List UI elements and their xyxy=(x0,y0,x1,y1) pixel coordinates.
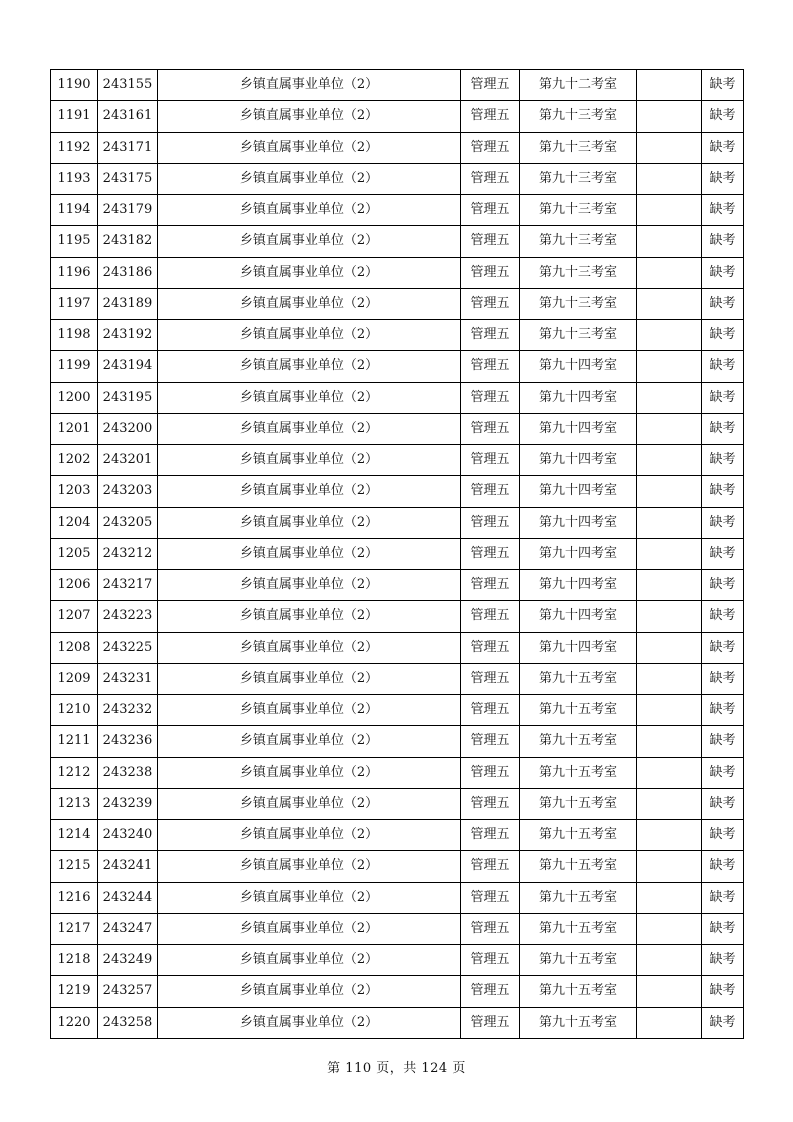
score-cell xyxy=(637,507,702,538)
score-cell xyxy=(637,882,702,913)
seq-number-cell: 1220 xyxy=(51,1007,98,1038)
candidate-id-cell: 243179 xyxy=(98,195,158,226)
seq-number-cell: 1218 xyxy=(51,945,98,976)
remark-cell: 缺考 xyxy=(702,820,744,851)
remark-cell: 缺考 xyxy=(702,320,744,351)
score-cell xyxy=(637,132,702,163)
remark-cell: 缺考 xyxy=(702,101,744,132)
score-cell xyxy=(637,757,702,788)
candidate-id-cell: 243223 xyxy=(98,601,158,632)
score-cell xyxy=(637,601,702,632)
candidate-id-cell: 243240 xyxy=(98,820,158,851)
unit-name-cell: 乡镇直属事业单位（2） xyxy=(158,226,461,257)
exam-room-cell: 第九十四考室 xyxy=(520,476,637,507)
table-row xyxy=(51,257,744,288)
post-cell: 管理五 xyxy=(461,695,520,726)
table-row xyxy=(51,851,744,882)
seq-number-cell: 1199 xyxy=(51,351,98,382)
candidate-id-cell: 243161 xyxy=(98,101,158,132)
seq-number-cell: 1208 xyxy=(51,632,98,663)
score-cell xyxy=(637,695,702,726)
exam-room-cell: 第九十三考室 xyxy=(520,163,637,194)
remark-cell: 缺考 xyxy=(702,413,744,444)
seq-number-cell: 1216 xyxy=(51,882,98,913)
remark-cell: 缺考 xyxy=(702,382,744,413)
seq-number-cell: 1204 xyxy=(51,507,98,538)
score-cell xyxy=(637,351,702,382)
post-cell: 管理五 xyxy=(461,570,520,601)
exam-room-cell: 第九十四考室 xyxy=(520,382,637,413)
remark-cell: 缺考 xyxy=(702,257,744,288)
table-row xyxy=(51,726,744,757)
candidate-id-cell: 243194 xyxy=(98,351,158,382)
candidate-id-cell: 243201 xyxy=(98,445,158,476)
table-row xyxy=(51,663,744,694)
candidate-id-cell: 243200 xyxy=(98,413,158,444)
table-row xyxy=(51,101,744,132)
score-cell xyxy=(637,788,702,819)
unit-name-cell: 乡镇直属事业单位（2） xyxy=(158,945,461,976)
exam-results-table xyxy=(50,69,744,1039)
seq-number-cell: 1217 xyxy=(51,913,98,944)
seq-number-cell: 1198 xyxy=(51,320,98,351)
exam-room-cell: 第九十三考室 xyxy=(520,195,637,226)
unit-name-cell: 乡镇直属事业单位（2） xyxy=(158,413,461,444)
table-row xyxy=(51,320,744,351)
seq-number-cell: 1219 xyxy=(51,976,98,1007)
unit-name-cell: 乡镇直属事业单位（2） xyxy=(158,820,461,851)
post-cell: 管理五 xyxy=(461,601,520,632)
remark-cell: 缺考 xyxy=(702,507,744,538)
score-cell xyxy=(637,163,702,194)
candidate-id-cell: 243249 xyxy=(98,945,158,976)
remark-cell: 缺考 xyxy=(702,195,744,226)
candidate-id-cell: 243238 xyxy=(98,757,158,788)
unit-name-cell: 乡镇直属事业单位（2） xyxy=(158,101,461,132)
seq-number-cell: 1207 xyxy=(51,601,98,632)
candidate-id-cell: 243205 xyxy=(98,507,158,538)
seq-number-cell: 1209 xyxy=(51,663,98,694)
candidate-id-cell: 243232 xyxy=(98,695,158,726)
unit-name-cell: 乡镇直属事业单位（2） xyxy=(158,538,461,569)
unit-name-cell: 乡镇直属事业单位（2） xyxy=(158,976,461,1007)
candidate-id-cell: 243195 xyxy=(98,382,158,413)
candidate-id-cell: 243236 xyxy=(98,726,158,757)
score-cell xyxy=(637,476,702,507)
unit-name-cell: 乡镇直属事业单位（2） xyxy=(158,476,461,507)
exam-room-cell: 第九十四考室 xyxy=(520,570,637,601)
exam-room-cell: 第九十五考室 xyxy=(520,726,637,757)
table-row xyxy=(51,538,744,569)
post-cell: 管理五 xyxy=(461,351,520,382)
remark-cell: 缺考 xyxy=(702,788,744,819)
seq-number-cell: 1197 xyxy=(51,288,98,319)
exam-room-cell: 第九十五考室 xyxy=(520,788,637,819)
post-cell: 管理五 xyxy=(461,632,520,663)
remark-cell: 缺考 xyxy=(702,476,744,507)
post-cell: 管理五 xyxy=(461,820,520,851)
score-cell xyxy=(637,913,702,944)
table-row xyxy=(51,601,744,632)
remark-cell: 缺考 xyxy=(702,976,744,1007)
score-cell xyxy=(637,632,702,663)
exam-room-cell: 第九十四考室 xyxy=(520,413,637,444)
post-cell: 管理五 xyxy=(461,132,520,163)
candidate-id-cell: 243241 xyxy=(98,851,158,882)
exam-room-cell: 第九十四考室 xyxy=(520,538,637,569)
candidate-id-cell: 243192 xyxy=(98,320,158,351)
exam-room-cell: 第九十二考室 xyxy=(520,70,637,101)
candidate-id-cell: 243171 xyxy=(98,132,158,163)
unit-name-cell: 乡镇直属事业单位（2） xyxy=(158,882,461,913)
score-cell xyxy=(637,976,702,1007)
remark-cell: 缺考 xyxy=(702,851,744,882)
seq-number-cell: 1202 xyxy=(51,445,98,476)
remark-cell: 缺考 xyxy=(702,163,744,194)
table-row xyxy=(51,913,744,944)
seq-number-cell: 1201 xyxy=(51,413,98,444)
seq-number-cell: 1214 xyxy=(51,820,98,851)
unit-name-cell: 乡镇直属事业单位（2） xyxy=(158,382,461,413)
remark-cell: 缺考 xyxy=(702,882,744,913)
unit-name-cell: 乡镇直属事业单位（2） xyxy=(158,913,461,944)
exam-room-cell: 第九十五考室 xyxy=(520,663,637,694)
exam-room-cell: 第九十四考室 xyxy=(520,351,637,382)
candidate-id-cell: 243258 xyxy=(98,1007,158,1038)
seq-number-cell: 1193 xyxy=(51,163,98,194)
exam-room-cell: 第九十五考室 xyxy=(520,757,637,788)
seq-number-cell: 1195 xyxy=(51,226,98,257)
unit-name-cell: 乡镇直属事业单位（2） xyxy=(158,757,461,788)
exam-room-cell: 第九十三考室 xyxy=(520,257,637,288)
post-cell: 管理五 xyxy=(461,257,520,288)
score-cell xyxy=(637,945,702,976)
post-cell: 管理五 xyxy=(461,507,520,538)
unit-name-cell: 乡镇直属事业单位（2） xyxy=(158,601,461,632)
unit-name-cell: 乡镇直属事业单位（2） xyxy=(158,788,461,819)
score-cell xyxy=(637,101,702,132)
score-cell xyxy=(637,226,702,257)
table-row xyxy=(51,445,744,476)
exam-room-cell: 第九十五考室 xyxy=(520,882,637,913)
post-cell: 管理五 xyxy=(461,445,520,476)
unit-name-cell: 乡镇直属事业单位（2） xyxy=(158,726,461,757)
table-row xyxy=(51,351,744,382)
remark-cell: 缺考 xyxy=(702,445,744,476)
score-cell xyxy=(637,195,702,226)
post-cell: 管理五 xyxy=(461,413,520,444)
table-row xyxy=(51,132,744,163)
candidate-id-cell: 243175 xyxy=(98,163,158,194)
post-cell: 管理五 xyxy=(461,976,520,1007)
table-row xyxy=(51,507,744,538)
table-row xyxy=(51,226,744,257)
unit-name-cell: 乡镇直属事业单位（2） xyxy=(158,351,461,382)
table-row xyxy=(51,945,744,976)
remark-cell: 缺考 xyxy=(702,132,744,163)
unit-name-cell: 乡镇直属事业单位（2） xyxy=(158,163,461,194)
unit-name-cell: 乡镇直属事业单位（2） xyxy=(158,507,461,538)
score-cell xyxy=(637,413,702,444)
seq-number-cell: 1203 xyxy=(51,476,98,507)
exam-room-cell: 第九十五考室 xyxy=(520,945,637,976)
post-cell: 管理五 xyxy=(461,757,520,788)
score-cell xyxy=(637,820,702,851)
exam-room-cell: 第九十三考室 xyxy=(520,288,637,319)
seq-number-cell: 1212 xyxy=(51,757,98,788)
exam-room-cell: 第九十五考室 xyxy=(520,976,637,1007)
seq-number-cell: 1196 xyxy=(51,257,98,288)
remark-cell: 缺考 xyxy=(702,538,744,569)
candidate-id-cell: 243186 xyxy=(98,257,158,288)
table-row xyxy=(51,788,744,819)
candidate-id-cell: 243247 xyxy=(98,913,158,944)
post-cell: 管理五 xyxy=(461,913,520,944)
remark-cell: 缺考 xyxy=(702,695,744,726)
table-row xyxy=(51,820,744,851)
score-cell xyxy=(637,445,702,476)
table-row xyxy=(51,882,744,913)
seq-number-cell: 1194 xyxy=(51,195,98,226)
unit-name-cell: 乡镇直属事业单位（2） xyxy=(158,851,461,882)
score-cell xyxy=(637,726,702,757)
score-cell xyxy=(637,70,702,101)
remark-cell: 缺考 xyxy=(702,726,744,757)
seq-number-cell: 1190 xyxy=(51,70,98,101)
score-cell xyxy=(637,382,702,413)
remark-cell: 缺考 xyxy=(702,632,744,663)
post-cell: 管理五 xyxy=(461,288,520,319)
exam-room-cell: 第九十四考室 xyxy=(520,632,637,663)
table-row xyxy=(51,695,744,726)
unit-name-cell: 乡镇直属事业单位（2） xyxy=(158,445,461,476)
table-row xyxy=(51,976,744,1007)
seq-number-cell: 1206 xyxy=(51,570,98,601)
remark-cell: 缺考 xyxy=(702,570,744,601)
exam-room-cell: 第九十四考室 xyxy=(520,601,637,632)
exam-room-cell: 第九十四考室 xyxy=(520,445,637,476)
remark-cell: 缺考 xyxy=(702,351,744,382)
candidate-id-cell: 243257 xyxy=(98,976,158,1007)
unit-name-cell: 乡镇直属事业单位（2） xyxy=(158,663,461,694)
unit-name-cell: 乡镇直属事业单位（2） xyxy=(158,1007,461,1038)
candidate-id-cell: 243212 xyxy=(98,538,158,569)
unit-name-cell: 乡镇直属事业单位（2） xyxy=(158,570,461,601)
seq-number-cell: 1200 xyxy=(51,382,98,413)
post-cell: 管理五 xyxy=(461,163,520,194)
post-cell: 管理五 xyxy=(461,882,520,913)
post-cell: 管理五 xyxy=(461,226,520,257)
post-cell: 管理五 xyxy=(461,945,520,976)
score-cell xyxy=(637,1007,702,1038)
exam-room-cell: 第九十四考室 xyxy=(520,507,637,538)
seq-number-cell: 1211 xyxy=(51,726,98,757)
score-cell xyxy=(637,663,702,694)
post-cell: 管理五 xyxy=(461,788,520,819)
candidate-id-cell: 243231 xyxy=(98,663,158,694)
post-cell: 管理五 xyxy=(461,726,520,757)
results-table-body xyxy=(51,70,744,1039)
candidate-id-cell: 243244 xyxy=(98,882,158,913)
candidate-id-cell: 243217 xyxy=(98,570,158,601)
post-cell: 管理五 xyxy=(461,1007,520,1038)
post-cell: 管理五 xyxy=(461,195,520,226)
seq-number-cell: 1205 xyxy=(51,538,98,569)
score-cell xyxy=(637,570,702,601)
table-row xyxy=(51,163,744,194)
exam-room-cell: 第九十三考室 xyxy=(520,320,637,351)
seq-number-cell: 1192 xyxy=(51,132,98,163)
table-row xyxy=(51,413,744,444)
remark-cell: 缺考 xyxy=(702,1007,744,1038)
exam-room-cell: 第九十三考室 xyxy=(520,226,637,257)
remark-cell: 缺考 xyxy=(702,945,744,976)
exam-room-cell: 第九十五考室 xyxy=(520,820,637,851)
score-cell xyxy=(637,538,702,569)
score-cell xyxy=(637,288,702,319)
post-cell: 管理五 xyxy=(461,851,520,882)
table-row xyxy=(51,476,744,507)
exam-room-cell: 第九十五考室 xyxy=(520,1007,637,1038)
exam-room-cell: 第九十五考室 xyxy=(520,851,637,882)
unit-name-cell: 乡镇直属事业单位（2） xyxy=(158,132,461,163)
table-row xyxy=(51,570,744,601)
score-cell xyxy=(637,851,702,882)
post-cell: 管理五 xyxy=(461,382,520,413)
candidate-id-cell: 243225 xyxy=(98,632,158,663)
seq-number-cell: 1191 xyxy=(51,101,98,132)
seq-number-cell: 1215 xyxy=(51,851,98,882)
remark-cell: 缺考 xyxy=(702,913,744,944)
unit-name-cell: 乡镇直属事业单位（2） xyxy=(158,632,461,663)
exam-room-cell: 第九十三考室 xyxy=(520,101,637,132)
unit-name-cell: 乡镇直属事业单位（2） xyxy=(158,320,461,351)
post-cell: 管理五 xyxy=(461,70,520,101)
table-row xyxy=(51,70,744,101)
post-cell: 管理五 xyxy=(461,663,520,694)
exam-room-cell: 第九十三考室 xyxy=(520,132,637,163)
table-row xyxy=(51,288,744,319)
remark-cell: 缺考 xyxy=(702,663,744,694)
remark-cell: 缺考 xyxy=(702,601,744,632)
remark-cell: 缺考 xyxy=(702,70,744,101)
seq-number-cell: 1210 xyxy=(51,695,98,726)
table-row xyxy=(51,382,744,413)
table-row xyxy=(51,632,744,663)
candidate-id-cell: 243203 xyxy=(98,476,158,507)
remark-cell: 缺考 xyxy=(702,226,744,257)
unit-name-cell: 乡镇直属事业单位（2） xyxy=(158,695,461,726)
score-cell xyxy=(637,257,702,288)
candidate-id-cell: 243239 xyxy=(98,788,158,819)
table-row xyxy=(51,1007,744,1038)
table-row xyxy=(51,757,744,788)
post-cell: 管理五 xyxy=(461,320,520,351)
unit-name-cell: 乡镇直属事业单位（2） xyxy=(158,195,461,226)
candidate-id-cell: 243155 xyxy=(98,70,158,101)
remark-cell: 缺考 xyxy=(702,757,744,788)
post-cell: 管理五 xyxy=(461,476,520,507)
post-cell: 管理五 xyxy=(461,101,520,132)
unit-name-cell: 乡镇直属事业单位（2） xyxy=(158,70,461,101)
exam-room-cell: 第九十五考室 xyxy=(520,695,637,726)
remark-cell: 缺考 xyxy=(702,288,744,319)
post-cell: 管理五 xyxy=(461,538,520,569)
candidate-id-cell: 243189 xyxy=(98,288,158,319)
score-cell xyxy=(637,320,702,351)
candidate-id-cell: 243182 xyxy=(98,226,158,257)
exam-room-cell: 第九十五考室 xyxy=(520,913,637,944)
seq-number-cell: 1213 xyxy=(51,788,98,819)
table-row xyxy=(51,195,744,226)
unit-name-cell: 乡镇直属事业单位（2） xyxy=(158,257,461,288)
page-number-footer: 第 110 页，共 124 页 xyxy=(327,1061,466,1076)
unit-name-cell: 乡镇直属事业单位（2） xyxy=(158,288,461,319)
